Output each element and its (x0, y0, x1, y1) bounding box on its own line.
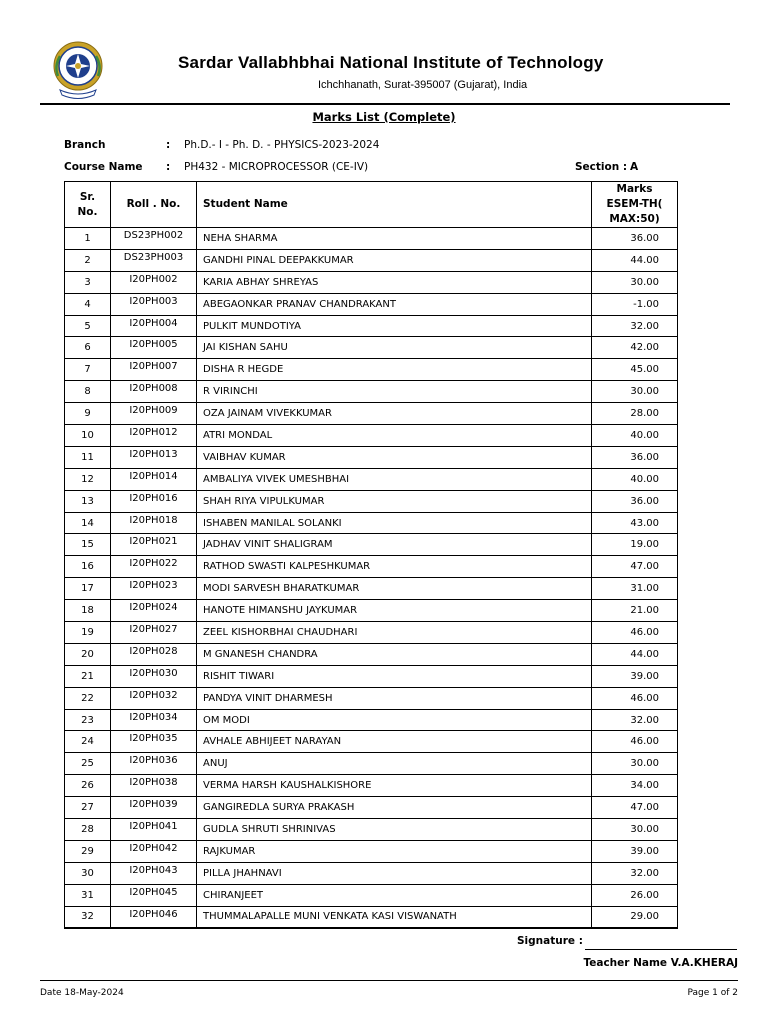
cell-roll-no: I20PH038 (111, 775, 197, 797)
table-row (65, 753, 678, 775)
header-sr-line1: Sr. (79, 190, 96, 203)
branch-value: Ph.D.- I - Ph. D. - PHYSICS-2023-2024 (184, 139, 380, 151)
cell-sr-no: 28 (65, 819, 111, 841)
cell-marks: 36.00 (592, 228, 678, 250)
cell-sr-no: 3 (65, 271, 111, 293)
cell-sr-no: 9 (65, 403, 111, 425)
table-row (65, 797, 678, 819)
cell-sr-no: 6 (65, 337, 111, 359)
cell-marks: 32.00 (592, 862, 678, 884)
cell-roll-no: DS23PH003 (111, 249, 197, 271)
cell-roll-no: I20PH030 (111, 665, 197, 687)
cell-sr-no: 2 (65, 249, 111, 271)
cell-student-name: AVHALE ABHIJEET NARAYAN (197, 731, 592, 753)
cell-sr-no: 25 (65, 753, 111, 775)
cell-sr-no: 19 (65, 622, 111, 644)
cell-roll-no: I20PH042 (111, 840, 197, 862)
cell-roll-no: I20PH041 (111, 819, 197, 841)
cell-student-name: PANDYA VINIT DHARMESH (197, 687, 592, 709)
table-row (65, 512, 678, 534)
cell-marks: 40.00 (592, 468, 678, 490)
table-row (65, 446, 678, 468)
cell-marks: 32.00 (592, 315, 678, 337)
cell-student-name: OM MODI (197, 709, 592, 731)
cell-roll-no: I20PH046 (111, 906, 197, 928)
cell-student-name: HANOTE HIMANSHU JAYKUMAR (197, 600, 592, 622)
institute-logo (52, 40, 104, 102)
table-row (65, 687, 678, 709)
cell-student-name: GANGIREDLA SURYA PRAKASH (197, 797, 592, 819)
teacher-name: Teacher Name V.A.KHERAJ (583, 957, 738, 969)
cell-sr-no: 8 (65, 381, 111, 403)
cell-marks: 26.00 (592, 884, 678, 906)
cell-marks: 28.00 (592, 403, 678, 425)
cell-student-name: M GNANESH CHANDRA (197, 643, 592, 665)
cell-roll-no: I20PH028 (111, 643, 197, 665)
institute-address: Ichchhanath, Surat-395007 (Gujarat), India (318, 79, 528, 91)
cell-roll-no: I20PH007 (111, 359, 197, 381)
cell-marks: 31.00 (592, 578, 678, 600)
cell-roll-no: I20PH045 (111, 884, 197, 906)
cell-marks: 46.00 (592, 687, 678, 709)
table-row (65, 709, 678, 731)
cell-roll-no: I20PH043 (111, 862, 197, 884)
cell-sr-no: 31 (65, 884, 111, 906)
cell-student-name: ISHABEN MANILAL SOLANKI (197, 512, 592, 534)
branch-label: Branch (64, 139, 106, 151)
table-row (65, 359, 678, 381)
cell-roll-no: I20PH005 (111, 337, 197, 359)
institute-name: Sardar Vallabhbhai National Institute of Technology (178, 53, 604, 72)
cell-student-name: ABEGAONKAR PRANAV CHANDRAKANT (197, 293, 592, 315)
table-row (65, 775, 678, 797)
cell-student-name: JAI KISHAN SAHU (197, 337, 592, 359)
table-row (65, 249, 678, 271)
footer-page-number: Page 1 of 2 (687, 988, 738, 998)
table-row (65, 840, 678, 862)
cell-sr-no: 1 (65, 228, 111, 250)
cell-marks: 19.00 (592, 534, 678, 556)
cell-student-name: PILLA JHAHNAVI (197, 862, 592, 884)
header-marks-line3: MAX:50) (609, 213, 660, 225)
section-label: Section : (575, 161, 628, 173)
signature-label: Signature : (517, 935, 583, 947)
cell-student-name: ANUJ (197, 753, 592, 775)
cell-roll-no: I20PH034 (111, 709, 197, 731)
header-divider (40, 103, 730, 105)
course-label: Course Name (64, 161, 143, 173)
cell-sr-no: 12 (65, 468, 111, 490)
cell-marks: 34.00 (592, 775, 678, 797)
table-header-row (65, 182, 678, 228)
marks-table (64, 181, 678, 929)
table-row (65, 534, 678, 556)
header-marks-line2: ESEM-TH( (606, 198, 663, 210)
cell-marks: 46.00 (592, 731, 678, 753)
cell-sr-no: 4 (65, 293, 111, 315)
cell-sr-no: 23 (65, 709, 111, 731)
cell-student-name: ZEEL KISHORBHAI CHAUDHARI (197, 622, 592, 644)
cell-marks: 30.00 (592, 271, 678, 293)
cell-student-name: ATRI MONDAL (197, 425, 592, 447)
cell-marks: 32.00 (592, 709, 678, 731)
cell-marks: 30.00 (592, 819, 678, 841)
table-row (65, 862, 678, 884)
cell-sr-no: 5 (65, 315, 111, 337)
cell-marks: 39.00 (592, 665, 678, 687)
table-row (65, 600, 678, 622)
cell-marks: 36.00 (592, 490, 678, 512)
cell-roll-no: I20PH027 (111, 622, 197, 644)
cell-roll-no: I20PH016 (111, 490, 197, 512)
table-row (65, 425, 678, 447)
cell-roll-no: I20PH035 (111, 731, 197, 753)
branch-separator: : (166, 139, 171, 151)
cell-sr-no: 24 (65, 731, 111, 753)
cell-marks: 45.00 (592, 359, 678, 381)
table-row (65, 337, 678, 359)
cell-student-name: R VIRINCHI (197, 381, 592, 403)
cell-sr-no: 22 (65, 687, 111, 709)
cell-student-name: KARIA ABHAY SHREYAS (197, 271, 592, 293)
header-roll-no: Roll . No. (111, 182, 197, 228)
cell-roll-no: I20PH002 (111, 271, 197, 293)
cell-student-name: GUDLA SHRUTI SHRINIVAS (197, 819, 592, 841)
course-separator: : (166, 161, 171, 173)
signature-line (585, 949, 737, 950)
cell-sr-no: 29 (65, 840, 111, 862)
table-row (65, 293, 678, 315)
cell-marks: 36.00 (592, 446, 678, 468)
cell-roll-no: DS23PH002 (111, 228, 197, 250)
cell-roll-no: I20PH014 (111, 468, 197, 490)
cell-roll-no: I20PH036 (111, 753, 197, 775)
cell-sr-no: 7 (65, 359, 111, 381)
cell-student-name: RAJKUMAR (197, 840, 592, 862)
table-row (65, 622, 678, 644)
cell-student-name: VERMA HARSH KAUSHALKISHORE (197, 775, 592, 797)
table-row (65, 665, 678, 687)
cell-student-name: OZA JAINAM VIVEKKUMAR (197, 403, 592, 425)
cell-student-name: CHIRANJEET (197, 884, 592, 906)
cell-roll-no: I20PH004 (111, 315, 197, 337)
table-row (65, 315, 678, 337)
cell-marks: 30.00 (592, 381, 678, 403)
cell-sr-no: 15 (65, 534, 111, 556)
cell-marks: 44.00 (592, 249, 678, 271)
table-row (65, 578, 678, 600)
cell-sr-no: 18 (65, 600, 111, 622)
cell-student-name: PULKIT MUNDOTIYA (197, 315, 592, 337)
cell-roll-no: I20PH023 (111, 578, 197, 600)
cell-roll-no: I20PH008 (111, 381, 197, 403)
cell-student-name: MODI SARVESH BHARATKUMAR (197, 578, 592, 600)
table-row (65, 403, 678, 425)
cell-roll-no: I20PH009 (111, 403, 197, 425)
cell-roll-no: I20PH012 (111, 425, 197, 447)
cell-marks: 30.00 (592, 753, 678, 775)
cell-roll-no: I20PH039 (111, 797, 197, 819)
cell-marks: 47.00 (592, 797, 678, 819)
cell-student-name: RATHOD SWASTI KALPESHKUMAR (197, 556, 592, 578)
cell-marks: 21.00 (592, 600, 678, 622)
cell-roll-no: I20PH024 (111, 600, 197, 622)
table-row (65, 228, 678, 250)
table-row (65, 468, 678, 490)
cell-sr-no: 21 (65, 665, 111, 687)
cell-sr-no: 16 (65, 556, 111, 578)
cell-student-name: VAIBHAV KUMAR (197, 446, 592, 468)
cell-sr-no: 27 (65, 797, 111, 819)
cell-roll-no: I20PH032 (111, 687, 197, 709)
cell-student-name: NEHA SHARMA (197, 228, 592, 250)
cell-marks: -1.00 (592, 293, 678, 315)
cell-marks: 40.00 (592, 425, 678, 447)
cell-sr-no: 14 (65, 512, 111, 534)
cell-marks: 39.00 (592, 840, 678, 862)
cell-sr-no: 32 (65, 906, 111, 928)
cell-sr-no: 13 (65, 490, 111, 512)
cell-marks: 47.00 (592, 556, 678, 578)
header-sr-line2: No. (77, 205, 98, 218)
cell-sr-no: 30 (65, 862, 111, 884)
cell-marks: 29.00 (592, 906, 678, 928)
cell-marks: 43.00 (592, 512, 678, 534)
cell-student-name: RISHIT TIWARI (197, 665, 592, 687)
header-student-name: Student Name (197, 182, 592, 228)
cell-sr-no: 11 (65, 446, 111, 468)
cell-roll-no: I20PH003 (111, 293, 197, 315)
table-row (65, 271, 678, 293)
table-row (65, 490, 678, 512)
cell-student-name: THUMMALAPALLE MUNI VENKATA KASI VISWANATH (197, 906, 592, 928)
cell-sr-no: 26 (65, 775, 111, 797)
footer-date: Date 18-May-2024 (40, 988, 124, 998)
header-sr-no (65, 182, 111, 228)
course-value: PH432 - MICROPROCESSOR (CE-IV) (184, 161, 369, 173)
cell-roll-no: I20PH021 (111, 534, 197, 556)
cell-sr-no: 20 (65, 643, 111, 665)
cell-marks: 44.00 (592, 643, 678, 665)
table-row (65, 884, 678, 906)
table-row (65, 819, 678, 841)
cell-sr-no: 10 (65, 425, 111, 447)
table-row (65, 381, 678, 403)
cell-marks: 42.00 (592, 337, 678, 359)
cell-roll-no: I20PH013 (111, 446, 197, 468)
table-row (65, 556, 678, 578)
table-row (65, 643, 678, 665)
cell-student-name: JADHAV VINIT SHALIGRAM (197, 534, 592, 556)
cell-student-name: GANDHI PINAL DEEPAKKUMAR (197, 249, 592, 271)
cell-student-name: DISHA R HEGDE (197, 359, 592, 381)
footer-divider (40, 980, 738, 981)
cell-student-name: AMBALIYA VIVEK UMESHBHAI (197, 468, 592, 490)
cell-sr-no: 17 (65, 578, 111, 600)
page-title: Marks List (Complete) (312, 110, 456, 124)
cell-roll-no: I20PH018 (111, 512, 197, 534)
table-row (65, 906, 678, 928)
cell-roll-no: I20PH022 (111, 556, 197, 578)
cell-student-name: SHAH RIYA VIPULKUMAR (197, 490, 592, 512)
table-row (65, 731, 678, 753)
cell-marks: 46.00 (592, 622, 678, 644)
header-marks-line1: Marks (616, 183, 653, 195)
header-marks (592, 182, 678, 228)
section-value: A (630, 161, 639, 173)
